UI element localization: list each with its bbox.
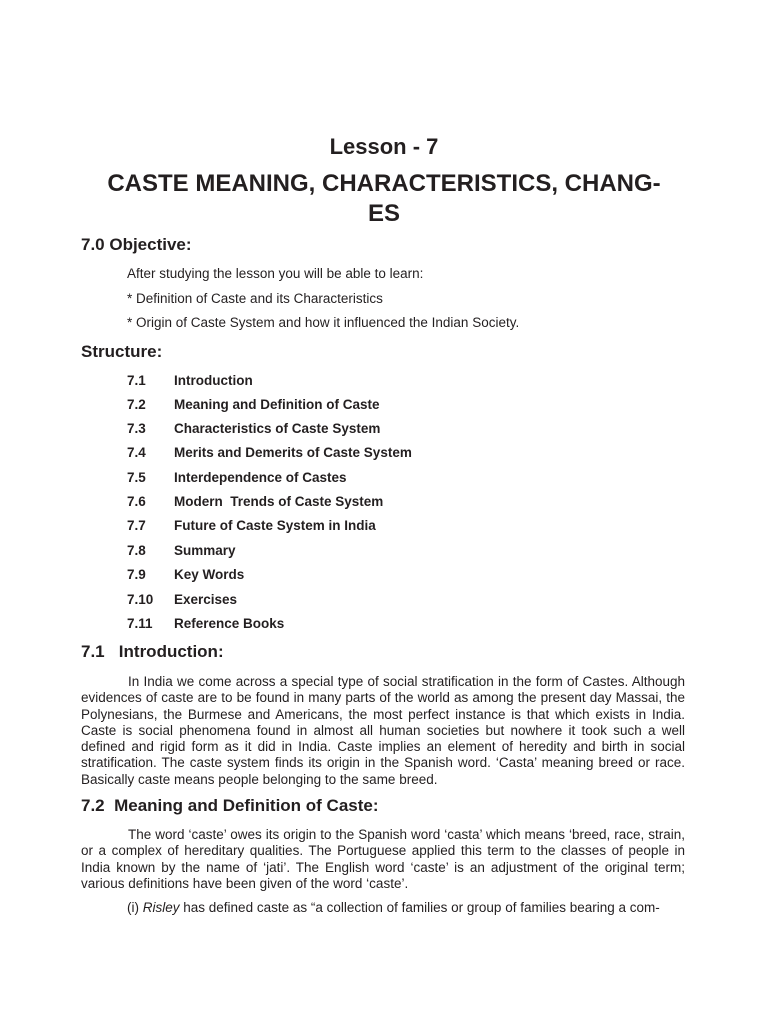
structure-item-label: Meaning and Definition of Caste <box>174 397 380 412</box>
structure-heading: Structure: <box>81 342 163 361</box>
definition-author: Risley <box>142 900 180 915</box>
structure-item-label: Merits and Demerits of Caste System <box>174 445 412 460</box>
structure-item-number: 7.7 <box>127 518 146 533</box>
meaning-paragraph: The word ‘caste’ owes its origin to the Spanish word ‘casta’ which means ‘breed, race, strain, or a complex of hereditary qualities. The Portuguese applied this term to the classes of people in India known by the name of ‘jati’. The English word ‘caste’ is an adjustment of the original term; various definitions have been given of the word ‘caste’. <box>81 827 685 891</box>
structure-item-label: Modern Trends of Caste System <box>174 494 384 509</box>
structure-item-number: 7.11 <box>127 616 153 631</box>
structure-item-label: Future of Caste System in India <box>174 518 376 533</box>
structure-item-number: 7.5 <box>127 470 146 485</box>
objective-point: * Definition of Caste and its Characteristics <box>127 291 383 306</box>
objective-point: * Origin of Caste System and how it influenced the Indian Society. <box>127 315 520 330</box>
structure-item-label: Summary <box>174 543 236 558</box>
definition-prefix: (i) <box>127 900 143 915</box>
structure-item-label: Exercises <box>174 592 238 607</box>
structure-item-number: 7.9 <box>127 567 146 582</box>
definition-line <box>127 900 660 915</box>
structure-item-number: 7.8 <box>127 543 146 558</box>
objective-heading: 7.0 Objective: <box>81 235 192 254</box>
definition-text: has defined caste as “a collection of families or group of families bearing a com- <box>179 900 660 915</box>
chapter-title-line-2: ES <box>367 200 400 227</box>
structure-item-label: Characteristics of Caste System <box>174 421 381 436</box>
structure-item-number: 7.3 <box>127 421 146 436</box>
lesson-number: Lesson - 7 <box>329 134 439 159</box>
introduction-heading: 7.1 Introduction: <box>81 642 224 661</box>
structure-item-label: Introduction <box>174 373 253 388</box>
structure-item-number: 7.2 <box>127 397 146 412</box>
introduction-paragraph: In India we come across a special type of social stratification in the form of Castes. Although evidences of caste are to be found in many parts of the world as among the present day Massai, the Polynesians, the Burmese and Americans, the most perfect instance is that which exists in India. Caste is social phenomena found in almost all human societies but nowhere it took such a well defined and rigid form as it did in India. Caste implies an element of heredity and birth in social stratification. The caste system finds its origin in the Spanish word. ‘Casta’ meaning breed or race. Basically caste means people belonging to the same breed. <box>81 674 685 787</box>
structure-item-number: 7.10 <box>127 592 154 607</box>
chapter-title-line-1: CASTE MEANING, CHARACTERISTICS, CHANG- <box>107 170 661 197</box>
meaning-heading: 7.2 Meaning and Definition of Caste: <box>81 796 379 815</box>
structure-item-number: 7.4 <box>127 445 146 460</box>
structure-item-label: Key Words <box>174 567 245 582</box>
structure-item-number: 7.6 <box>127 494 146 509</box>
chapter-title <box>80 169 688 229</box>
structure-item-number: 7.1 <box>127 373 146 388</box>
structure-item-label: Reference Books <box>174 616 285 631</box>
objective-intro: After studying the lesson you will be able to learn: <box>127 266 424 281</box>
structure-item-label: Interdependence of Castes <box>174 470 347 485</box>
